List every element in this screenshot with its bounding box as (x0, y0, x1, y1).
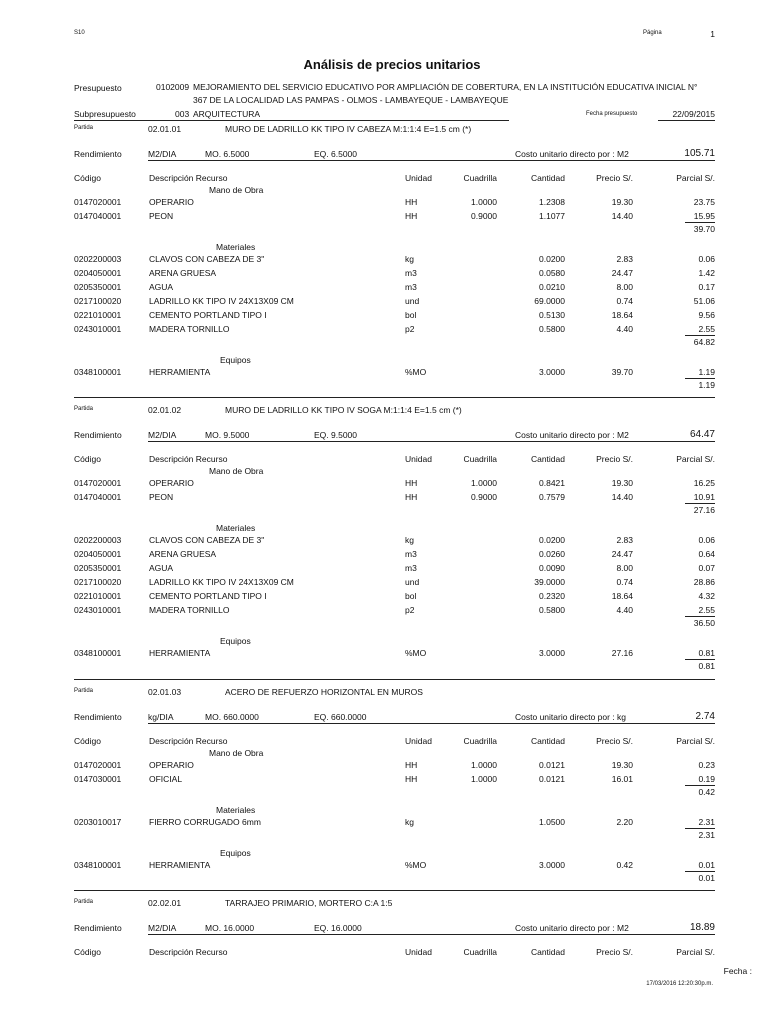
subpresupuesto-code: 003 (175, 109, 190, 119)
group-subtotal: 0.01 (698, 873, 715, 883)
resource-unit: kg (405, 254, 414, 264)
resource-precio: 18.64 (611, 591, 633, 601)
resource-cantidad: 0.0200 (539, 535, 565, 545)
rendimiento-underline (148, 723, 715, 724)
subtotal-rule (685, 871, 715, 872)
col-cuadrilla: Cuadrilla (463, 173, 497, 183)
resource-code: 0243010001 (74, 605, 122, 615)
resource-precio: 2.83 (616, 535, 633, 545)
resource-cuadrilla: 1.0000 (471, 760, 497, 770)
partida-name: ACERO DE REFUERZO HORIZONTAL EN MUROS (225, 687, 423, 697)
resource-unit: m3 (405, 549, 417, 559)
col-parcial: Parcial S/. (676, 173, 715, 183)
costo-unitario-label: Costo unitario directo por : kg (515, 712, 627, 722)
col-codigo: Código (74, 454, 101, 464)
group-subtotal: 36.50 (693, 618, 715, 628)
col-cuadrilla: Cuadrilla (463, 736, 497, 746)
resource-unit: m3 (405, 268, 417, 278)
col-descripcion: Descripción Recurso (149, 454, 228, 464)
resource-cantidad: 0.0121 (539, 774, 565, 784)
col-precio: Precio S/. (596, 947, 633, 957)
col-unidad: Unidad (405, 454, 432, 464)
resource-desc: MADERA TORNILLO (149, 324, 230, 334)
group-heading: Mano de Obra (209, 466, 264, 476)
resource-code: 0204050001 (74, 549, 122, 559)
resource-precio: 2.20 (616, 817, 633, 827)
col-cantidad: Cantidad (530, 947, 565, 957)
group-subtotal: 0.42 (698, 787, 715, 797)
col-precio: Precio S/. (596, 736, 633, 746)
resource-cantidad: 0.0580 (539, 268, 565, 278)
costo-unitario-value: 64.47 (689, 429, 715, 440)
rendimiento-eq: EQ. 16.0000 (314, 923, 362, 933)
rendimiento-mo: MO. 6.5000 (205, 149, 250, 159)
partida-label: Partida (74, 125, 94, 131)
rendimiento-label: Rendimiento (74, 430, 122, 440)
resource-desc: LADRILLO KK TIPO IV 24X13X09 CM (149, 296, 294, 306)
resource-precio: 0.42 (616, 860, 633, 870)
subtotal-rule (685, 828, 715, 829)
resource-cantidad: 0.5800 (539, 605, 565, 615)
resource-unit: %MO (405, 367, 427, 377)
resource-desc: OPERARIO (149, 760, 194, 770)
col-cantidad: Cantidad (530, 454, 565, 464)
resource-code: 0217100020 (74, 577, 122, 587)
resource-code: 0348100001 (74, 648, 122, 658)
resource-code: 0147020001 (74, 760, 122, 770)
resource-parcial: 9.56 (698, 310, 715, 320)
group-subtotal: 0.81 (698, 661, 715, 671)
resource-unit: %MO (405, 648, 427, 658)
resource-unit: m3 (405, 282, 417, 292)
subpresupuesto-name: ARQUITECTURA (193, 109, 261, 119)
resource-precio: 4.40 (616, 605, 633, 615)
resource-code: 0147020001 (74, 478, 122, 488)
subtotal-rule (685, 785, 715, 786)
fecha-underline (658, 120, 715, 121)
resource-parcial: 2.31 (698, 817, 715, 827)
page-number: 1 (710, 29, 715, 39)
footer-datetime: 17/03/2016 12:20:30p.m. (646, 981, 713, 987)
resource-unit: HH (405, 478, 418, 488)
resource-parcial: 2.55 (698, 605, 715, 615)
col-parcial: Parcial S/. (676, 736, 715, 746)
resource-unit: bol (405, 591, 417, 601)
costo-unitario-value: 18.89 (689, 922, 715, 933)
resource-desc: CEMENTO PORTLAND TIPO I (149, 591, 267, 601)
rendimiento-label: Rendimiento (74, 149, 122, 159)
subtotal-rule (685, 616, 715, 617)
resource-unit: kg (405, 535, 414, 545)
resource-desc: CEMENTO PORTLAND TIPO I (149, 310, 267, 320)
resource-precio: 2.83 (616, 254, 633, 264)
group-subtotal: 27.16 (693, 505, 715, 515)
partida-name: MURO DE LADRILLO KK TIPO IV CABEZA M:1:1:4 E=1.5 cm (*) (225, 124, 472, 134)
group-heading: Equipos (220, 636, 251, 646)
rendimiento-mo: MO. 660.0000 (205, 712, 259, 722)
group-subtotal: 64.82 (693, 337, 715, 347)
rendimiento-eq: EQ. 9.5000 (314, 430, 358, 440)
resource-code: 0348100001 (74, 367, 122, 377)
resource-cantidad: 3.0000 (539, 367, 565, 377)
subtotal-rule (685, 222, 715, 223)
costo-unitario-value: 105.71 (684, 148, 715, 159)
fecha-presupuesto: 22/09/2015 (672, 109, 715, 119)
app-tag: S10 (74, 30, 85, 36)
col-descripcion: Descripción Recurso (149, 736, 228, 746)
resource-precio: 14.40 (611, 211, 633, 221)
resource-unit: %MO (405, 860, 427, 870)
rendimiento-underline (148, 160, 715, 161)
resource-cantidad: 0.0090 (539, 563, 565, 573)
resource-desc: AGUA (149, 282, 174, 292)
col-codigo: Código (74, 173, 101, 183)
col-precio: Precio S/. (596, 173, 633, 183)
resource-cuadrilla: 1.0000 (471, 774, 497, 784)
resource-code: 0348100001 (74, 860, 122, 870)
page-title: Análisis de precios unitarios (303, 57, 481, 72)
resource-code: 0203010017 (74, 817, 122, 827)
resource-cantidad: 0.0121 (539, 760, 565, 770)
resource-parcial: 0.07 (698, 563, 715, 573)
group-heading: Equipos (220, 355, 251, 365)
header-underline (74, 120, 509, 121)
resource-parcial: 23.75 (693, 197, 715, 207)
resource-unit: m3 (405, 563, 417, 573)
resource-cantidad: 3.0000 (539, 648, 565, 658)
resource-desc: AGUA (149, 563, 174, 573)
resource-desc: CLAVOS CON CABEZA DE 3" (149, 254, 265, 264)
resource-desc: HERRAMIENTA (149, 367, 211, 377)
resource-precio: 18.64 (611, 310, 633, 320)
rendimiento-mo: MO. 9.5000 (205, 430, 250, 440)
footer-fecha-label: Fecha : (723, 966, 752, 976)
resource-cantidad: 0.7579 (539, 492, 565, 502)
resource-unit: und (405, 577, 420, 587)
resource-unit: p2 (405, 605, 415, 615)
partida-code: 02.01.02 (148, 405, 182, 415)
partida-separator (74, 679, 715, 680)
subtotal-rule (685, 335, 715, 336)
resource-desc: CLAVOS CON CABEZA DE 3" (149, 535, 265, 545)
resource-desc: HERRAMIENTA (149, 648, 211, 658)
col-codigo: Código (74, 736, 101, 746)
col-precio: Precio S/. (596, 454, 633, 464)
page-label: Página (643, 30, 662, 36)
resource-cuadrilla: 1.0000 (471, 478, 497, 488)
rendimiento-label: Rendimiento (74, 923, 122, 933)
resource-code: 0221010001 (74, 591, 122, 601)
resource-desc: FIERRO CORRUGADO 6mm (149, 817, 261, 827)
resource-desc: PEON (149, 211, 174, 221)
resource-parcial: 0.81 (698, 648, 715, 658)
subpresupuesto-label: Subpresupuesto (74, 109, 136, 119)
resource-parcial: 0.17 (698, 282, 715, 292)
resource-parcial: 16.25 (693, 478, 715, 488)
resource-precio: 0.74 (616, 577, 633, 587)
resource-cantidad: 69.0000 (534, 296, 565, 306)
group-subtotal: 1.19 (698, 380, 715, 390)
resource-parcial: 0.23 (698, 760, 715, 770)
presupuesto-desc-2: 367 DE LA LOCALIDAD LAS PAMPAS - OLMOS - LAMBAYEQUE - LAMBAYEQUE (193, 95, 509, 105)
resource-precio: 19.30 (611, 478, 633, 488)
rendimiento-underline (148, 441, 715, 442)
resource-parcial: 4.32 (698, 591, 715, 601)
resource-cantidad: 0.0210 (539, 282, 565, 292)
resource-code: 0205350001 (74, 563, 122, 573)
resource-unit: bol (405, 310, 417, 320)
rendimiento-eq: EQ. 6.5000 (314, 149, 358, 159)
resource-parcial: 51.06 (693, 296, 715, 306)
resource-unit: HH (405, 197, 418, 207)
col-descripcion: Descripción Recurso (149, 947, 228, 957)
resource-precio: 0.74 (616, 296, 633, 306)
resource-code: 0217100020 (74, 296, 122, 306)
rendimiento-unit: M2/DIA (148, 430, 177, 440)
resource-parcial: 2.55 (698, 324, 715, 334)
resource-code: 0221010001 (74, 310, 122, 320)
col-codigo: Código (74, 947, 101, 957)
rendimiento-unit: kg/DIA (148, 712, 174, 722)
resource-unit: HH (405, 492, 418, 502)
presupuesto-label: Presupuesto (74, 83, 122, 93)
resource-cantidad: 1.1077 (539, 211, 565, 221)
resource-precio: 27.16 (611, 648, 633, 658)
group-heading: Materiales (216, 242, 256, 252)
partida-name: TARRAJEO PRIMARIO, MORTERO C:A 1:5 (225, 898, 393, 908)
group-subtotal: 39.70 (693, 224, 715, 234)
resource-unit: HH (405, 774, 418, 784)
group-heading: Mano de Obra (209, 185, 264, 195)
resource-precio: 19.30 (611, 197, 633, 207)
col-unidad: Unidad (405, 947, 432, 957)
resource-cantidad: 0.0200 (539, 254, 565, 264)
resource-code: 0147040001 (74, 211, 122, 221)
resource-cantidad: 3.0000 (539, 860, 565, 870)
resource-cuadrilla: 0.9000 (471, 211, 497, 221)
resource-parcial: 0.19 (698, 774, 715, 784)
partida-name: MURO DE LADRILLO KK TIPO IV SOGA M:1:1:4 E=1.5 cm (*) (225, 405, 462, 415)
resource-parcial: 1.19 (698, 367, 715, 377)
resource-unit: HH (405, 760, 418, 770)
resource-desc: HERRAMIENTA (149, 860, 211, 870)
rendimiento-unit: M2/DIA (148, 149, 177, 159)
col-unidad: Unidad (405, 736, 432, 746)
col-cantidad: Cantidad (530, 736, 565, 746)
resource-desc: MADERA TORNILLO (149, 605, 230, 615)
resource-precio: 4.40 (616, 324, 633, 334)
partida-code: 02.02.01 (148, 898, 182, 908)
resource-parcial: 0.06 (698, 254, 715, 264)
rendimiento-underline (148, 934, 715, 935)
resource-cantidad: 0.5800 (539, 324, 565, 334)
costo-unitario-label: Costo unitario directo por : M2 (515, 149, 629, 159)
presupuesto-code: 0102009 (156, 82, 190, 92)
resource-precio: 8.00 (616, 563, 633, 573)
subtotal-rule (685, 503, 715, 504)
col-unidad: Unidad (405, 173, 432, 183)
partida-separator (74, 890, 715, 891)
rendimiento-mo: MO. 16.0000 (205, 923, 255, 933)
resource-parcial: 0.64 (698, 549, 715, 559)
resource-code: 0147020001 (74, 197, 122, 207)
partida-label: Partida (74, 688, 94, 694)
col-descripcion: Descripción Recurso (149, 173, 228, 183)
subtotal-rule (685, 378, 715, 379)
resource-unit: p2 (405, 324, 415, 334)
resource-precio: 24.47 (611, 549, 633, 559)
resource-code: 0147040001 (74, 492, 122, 502)
resource-precio: 14.40 (611, 492, 633, 502)
resource-parcial: 0.01 (698, 860, 715, 870)
partida-code: 02.01.01 (148, 124, 182, 134)
group-subtotal: 2.31 (698, 830, 715, 840)
fecha-presupuesto-label: Fecha presupuesto (586, 111, 638, 117)
resource-cuadrilla: 0.9000 (471, 492, 497, 502)
resource-cantidad: 1.2308 (539, 197, 565, 207)
resource-cuadrilla: 1.0000 (471, 197, 497, 207)
partida-code: 02.01.03 (148, 687, 182, 697)
group-heading: Materiales (216, 523, 256, 533)
group-heading: Mano de Obra (209, 748, 264, 758)
partida-separator (74, 397, 715, 398)
resource-cantidad: 39.0000 (534, 577, 565, 587)
resource-cantidad: 1.0500 (539, 817, 565, 827)
resource-precio: 24.47 (611, 268, 633, 278)
resource-precio: 8.00 (616, 282, 633, 292)
presupuesto-desc-1: MEJORAMIENTO DEL SERVICIO EDUCATIVO POR AMPLIACIÓN DE COBERTURA, EN LA INSTITUCIÓN EDUCATIVA INICIAL N° (193, 82, 698, 92)
group-heading: Materiales (216, 805, 256, 815)
costo-unitario-value: 2.74 (695, 711, 715, 722)
resource-code: 0204050001 (74, 268, 122, 278)
rendimiento-eq: EQ. 660.0000 (314, 712, 367, 722)
resource-code: 0243010001 (74, 324, 122, 334)
resource-desc: PEON (149, 492, 174, 502)
costo-unitario-label: Costo unitario directo por : M2 (515, 923, 629, 933)
resource-code: 0147030001 (74, 774, 122, 784)
resource-parcial: 0.06 (698, 535, 715, 545)
resource-parcial: 1.42 (698, 268, 715, 278)
partida-label: Partida (74, 899, 94, 905)
col-cuadrilla: Cuadrilla (463, 947, 497, 957)
subtotal-rule (685, 659, 715, 660)
resource-desc: LADRILLO KK TIPO IV 24X13X09 CM (149, 577, 294, 587)
rendimiento-label: Rendimiento (74, 712, 122, 722)
resource-code: 0202200003 (74, 254, 122, 264)
resource-parcial: 15.95 (693, 211, 715, 221)
partida-label: Partida (74, 406, 94, 412)
resource-cantidad: 0.5130 (539, 310, 565, 320)
resource-unit: und (405, 296, 420, 306)
resource-desc: ARENA GRUESA (149, 268, 217, 278)
resource-parcial: 10.91 (693, 492, 715, 502)
group-heading: Equipos (220, 848, 251, 858)
resource-code: 0205350001 (74, 282, 122, 292)
resource-desc: OFICIAL (149, 774, 183, 784)
resource-code: 0202200003 (74, 535, 122, 545)
resource-unit: kg (405, 817, 414, 827)
resource-unit: HH (405, 211, 418, 221)
resource-parcial: 28.86 (693, 577, 715, 587)
resource-cantidad: 0.2320 (539, 591, 565, 601)
resource-cantidad: 0.8421 (539, 478, 565, 488)
col-parcial: Parcial S/. (676, 454, 715, 464)
resource-desc: OPERARIO (149, 197, 194, 207)
col-cuadrilla: Cuadrilla (463, 454, 497, 464)
resource-cantidad: 0.0260 (539, 549, 565, 559)
rendimiento-unit: M2/DIA (148, 923, 177, 933)
costo-unitario-label: Costo unitario directo por : M2 (515, 430, 629, 440)
resource-precio: 16.01 (611, 774, 633, 784)
col-parcial: Parcial S/. (676, 947, 715, 957)
resource-desc: ARENA GRUESA (149, 549, 217, 559)
resource-precio: 19.30 (611, 760, 633, 770)
col-cantidad: Cantidad (530, 173, 565, 183)
resource-precio: 39.70 (611, 367, 633, 377)
resource-desc: OPERARIO (149, 478, 194, 488)
